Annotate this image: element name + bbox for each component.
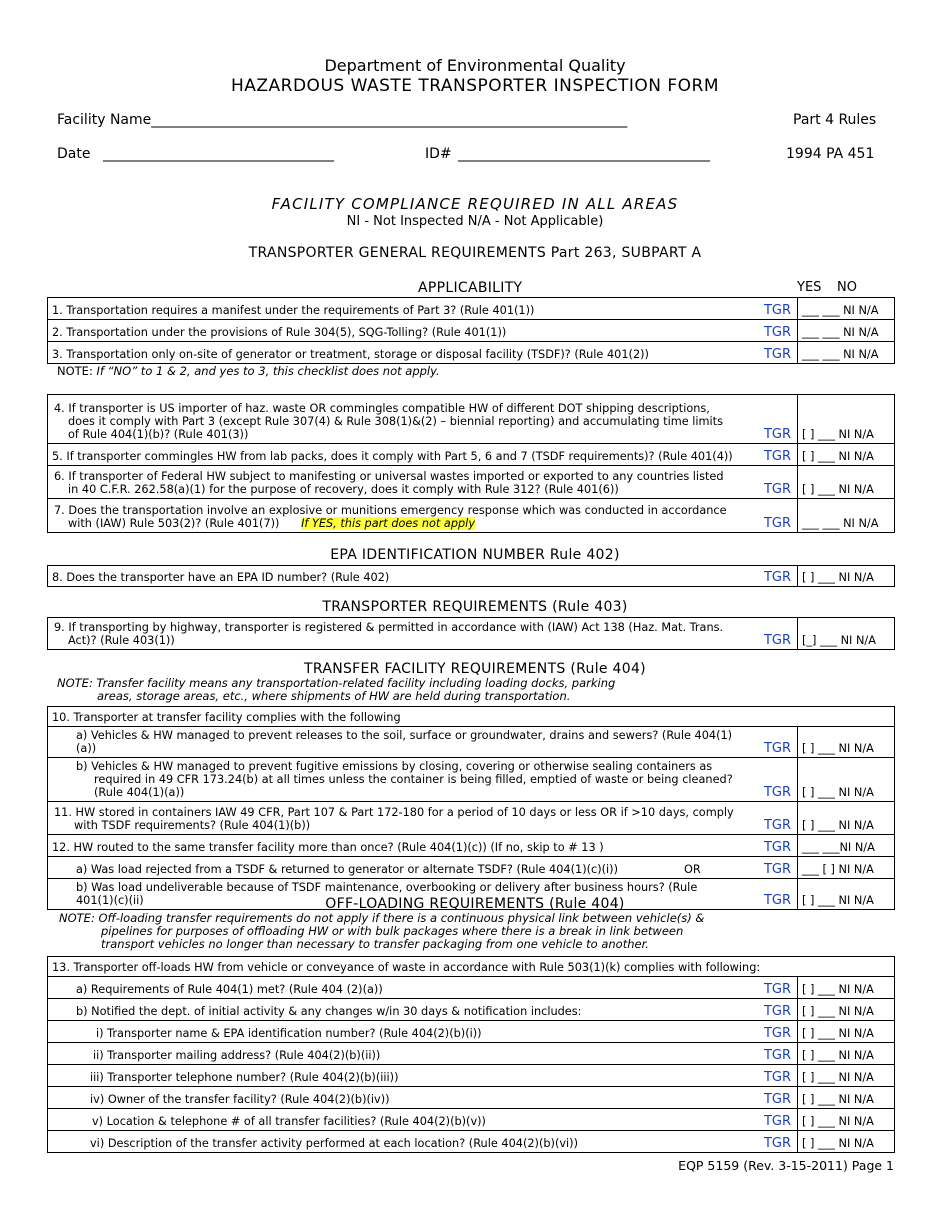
table-row [48, 499, 895, 533]
id-label: ID# [425, 146, 452, 162]
answer-field[interactable]: [ ] ___ NI N/A [798, 1087, 895, 1109]
tgr-label: TGR [741, 1109, 798, 1131]
yes-header: YES [797, 280, 822, 295]
tgr-label: TGR [741, 342, 798, 364]
facility-name-row [57, 112, 627, 128]
facility-name-label: Facility Name [57, 112, 152, 128]
date-label: Date [57, 146, 91, 162]
question-text: vi) Description of the transfer activity performed at each location? (Rule 404(2)(b)(vi)) [48, 1131, 742, 1153]
answer-field[interactable]: [ ] ___ NI N/A [798, 879, 895, 910]
question-text: iii) Transporter telephone number? (Rule 404(2)(b)(iii)) [48, 1065, 742, 1087]
question-text: 9. If transporting by highway, transporter is registered & permitted in accordance with (IAW) Act 138 (Haz. Mat. Trans. Act)? (Rule 403(1)) [48, 618, 742, 650]
table-row [48, 395, 895, 444]
table-row [48, 1021, 895, 1043]
tgr-label: TGR [741, 566, 798, 587]
tgr-label: TGR [741, 1065, 798, 1087]
note-text: If “NO” to 1 & 2, and yes to 3, this checklist does not apply. [96, 364, 440, 378]
tgr-label: TGR [741, 879, 798, 910]
table-row [48, 1109, 895, 1131]
answer-field[interactable]: [ ] ___ NI N/A [798, 1131, 895, 1153]
question-text: 5. If transporter commingles HW from lab packs, does it comply with Part 5, 6 and 7 (TSDF requirements)? (Rule 401(4)) [48, 444, 742, 466]
question-text: 10. Transporter at transfer facility complies with the following [48, 707, 895, 727]
tgr-label: TGR [741, 802, 798, 835]
compliance-legend: NI - Not Inspected N/A - Not Applicable) [346, 214, 604, 229]
table-row [48, 1087, 895, 1109]
highlight-note: If YES, this part does not apply [301, 517, 476, 530]
question-text: a) Vehicles & HW managed to prevent releases to the soil, surface or groundwater, drains and sewers? (Rule 404(1)(a)) [48, 727, 742, 758]
question-text [48, 857, 742, 879]
answer-field[interactable]: [ ] ___ NI N/A [798, 466, 895, 499]
question-text: 8. Does the transporter have an EPA ID number? (Rule 402) [48, 566, 742, 587]
answer-field[interactable]: ___ ___ NI N/A [798, 342, 895, 364]
tgr-label: TGR [741, 835, 798, 857]
question-text: iv) Owner of the transfer facility? (Rule 404(2)(b)(iv)) [48, 1087, 742, 1109]
tgr-label: TGR [741, 1087, 798, 1109]
tgr-label: TGR [741, 999, 798, 1021]
question-text: 4. If transporter is US importer of haz. waste OR commingles compatible HW of different DOT shipping descriptions, does it comply with Part 3 (except Rule 307(4) & Rule 308(1)&(2) – biennial reporting) and accumulating time limits of Rule 404(1)(b)? (Rule 401(3)) [48, 395, 742, 444]
transporter-requirements-table [47, 617, 895, 650]
answer-field[interactable]: [ ] ___ NI N/A [798, 727, 895, 758]
answer-field[interactable]: [ ] ___ NI N/A [798, 999, 895, 1021]
epa-table [47, 565, 895, 587]
transfer-table [47, 706, 895, 910]
general-requirements-title: TRANSPORTER GENERAL REQUIREMENTS Part 263, SUBPART A [248, 245, 702, 261]
table-row [48, 857, 895, 879]
tgr-label: TGR [741, 499, 798, 533]
table-row [48, 618, 895, 650]
no-header: NO [837, 280, 857, 295]
off-loading-table [47, 956, 895, 1153]
answer-field[interactable]: [ ] ___ NI N/A [798, 1065, 895, 1087]
table-row [48, 342, 895, 364]
tgr-label: TGR [741, 395, 798, 444]
facility-name-field[interactable]: ____________________________________________________________________ [151, 112, 628, 128]
table-row [48, 758, 895, 802]
answer-field[interactable]: [ ] ___ NI N/A [798, 1043, 895, 1065]
table-row [48, 466, 895, 499]
question-text-main: a) Was load rejected from a TSDF & returned to generator or alternate TSDF? (Rule 404(1)(c)(i)) [76, 863, 618, 876]
question-text: 13. Transporter off-loads HW from vehicle or conveyance of waste in accordance with Rule 503(1)(k) complies with following: [48, 957, 895, 977]
answer-field[interactable]: ___ ___ NI N/A [798, 320, 895, 342]
tgr-label: TGR [741, 1131, 798, 1153]
answer-field[interactable]: [ ] ___ NI N/A [798, 395, 895, 444]
question-text: i) Transporter name & EPA identification number? (Rule 404(2)(b)(i)) [48, 1021, 742, 1043]
table-row [48, 977, 895, 999]
importer-table [47, 394, 895, 533]
transporter-requirements-title: TRANSPORTER REQUIREMENTS (Rule 403) [322, 599, 628, 615]
answer-field[interactable]: [ ] ___ NI N/A [798, 566, 895, 587]
transfer-facility-title: TRANSFER FACILITY REQUIREMENTS (Rule 404) [304, 661, 646, 677]
question-text: ii) Transporter mailing address? (Rule 404(2)(b)(ii)) [48, 1043, 742, 1065]
question-text: 12. HW routed to the same transfer facility more than once? (Rule 404(1)(c)) (If no, skip to # 13 ) [48, 835, 742, 857]
answer-field[interactable]: [ ] ___ NI N/A [798, 977, 895, 999]
question-text: b) Vehicles & HW managed to prevent fugitive emissions by closing, covering or otherwise sealing containers as required in 49 CFR 173.24(b) at all times unless the container is being filled, emptied of waste or being cleaned? (Rule 404(1)(a)) [48, 758, 742, 802]
transfer-note: NOTE: Transfer facility means any transportation-related facility including loading docks, parking areas, storage areas, etc., where shipments of HW are held during transportation. [57, 676, 616, 703]
question-text: b) Was load undeliverable because of TSDF maintenance, overbooking or delivery after business hours? (Rule 401(1)(c)(ii) [48, 879, 742, 910]
table-row [48, 566, 895, 587]
tgr-label: TGR [741, 444, 798, 466]
applicability-title: APPLICABILITY [418, 280, 523, 296]
date-field[interactable]: _________________________________ [103, 146, 334, 162]
table-row [48, 298, 895, 320]
question-text: a) Requirements of Rule 404(1) met? (Rule 404 (2)(a)) [48, 977, 742, 999]
applicability-table [47, 297, 895, 364]
question-text: 3. Transportation only on-site of generator or treatment, storage or disposal facility (TSDF)? (Rule 401(2)) [48, 342, 742, 364]
part4-rules: Part 4 Rules [793, 112, 877, 128]
question-text: 11. HW stored in containers IAW 49 CFR, Part 107 & Part 172-180 for a period of 10 days or less OR if >10 days, comply with TSDF requirements? (Rule 404(1)(b)) [48, 802, 742, 835]
department-title: Department of Environmental Quality [324, 56, 626, 75]
question-text-main: 7. Does the transportation involve an explosive or munitions emergency response which was conducted in accordance with (IAW) Rule 503(2)? (Rule 401(7)) [54, 504, 727, 530]
pa-number: 1994 PA 451 [786, 146, 875, 162]
answer-field[interactable]: [ ] ___ NI N/A [798, 1109, 895, 1131]
answer-field[interactable]: ___ [ ] NI N/A [798, 857, 895, 879]
question-text: 2. Transportation under the provisions of Rule 304(5), SQG-Tolling? (Rule 401(1)) [48, 320, 742, 342]
or-label: OR [684, 863, 701, 876]
table-row [48, 320, 895, 342]
tgr-label: TGR [741, 320, 798, 342]
table-row [48, 1065, 895, 1087]
tgr-label: TGR [741, 298, 798, 320]
off-loading-title: OFF-LOADING REQUIREMENTS (Rule 404) [325, 896, 625, 912]
question-text: v) Location & telephone # of all transfer facilities? (Rule 404(2)(b)(v)) [48, 1109, 742, 1131]
answer-field[interactable]: ___ ___ NI N/A [798, 499, 895, 533]
compliance-title: FACILITY COMPLIANCE REQUIRED IN ALL AREAS [271, 195, 679, 213]
form-title: HAZARDOUS WASTE TRANSPORTER INSPECTION FORM [230, 76, 720, 96]
tgr-label: TGR [741, 857, 798, 879]
answer-field[interactable]: [ ] ___ NI N/A [798, 1021, 895, 1043]
answer-field[interactable]: ___ ___NI N/A [798, 835, 895, 857]
tgr-label: TGR [741, 466, 798, 499]
table-row [48, 999, 895, 1021]
table-row [48, 1043, 895, 1065]
answer-field[interactable]: [_] ___ NI N/A [798, 618, 895, 650]
footer: EQP 5159 (Rev. 3-15-2011) Page 1 [678, 1158, 894, 1173]
table-row [48, 957, 895, 977]
table-row [48, 444, 895, 466]
tgr-label: TGR [741, 618, 798, 650]
tgr-label: TGR [741, 1021, 798, 1043]
table-row [48, 802, 895, 835]
answer-field[interactable]: [ ] ___ NI N/A [798, 802, 895, 835]
question-text: b) Notified the dept. of initial activity & any changes w/in 30 days & notification includes: [48, 999, 742, 1021]
table-row [48, 835, 895, 857]
tgr-label: TGR [741, 727, 798, 758]
note-prefix: NOTE: [57, 364, 97, 378]
epa-title: EPA IDENTIFICATION NUMBER Rule 402) [330, 547, 620, 563]
question-text: 6. If transporter of Federal HW subject to manifesting or universal wastes imported or exported to any countries listed in 40 C.F.R. 262.58(a)(1) for the purpose of recovery, does it comply with Rule 312? (Rule 401(6)) [48, 466, 742, 499]
tgr-label: TGR [741, 1043, 798, 1065]
answer-field[interactable]: [ ] ___ NI N/A [798, 758, 895, 802]
table-row [48, 707, 895, 727]
answer-field[interactable]: ___ ___ NI N/A [798, 298, 895, 320]
question-text [48, 499, 742, 533]
applicability-note [57, 364, 440, 378]
question-text: 1. Transportation requires a manifest under the requirements of Part 3? (Rule 401(1)) [48, 298, 742, 320]
tgr-label: TGR [741, 758, 798, 802]
id-field[interactable]: ____________________________________ [458, 146, 710, 162]
table-row [48, 727, 895, 758]
off-loading-note: NOTE: Off-loading transfer requirements do not apply if there is a continuous physical link between vehicle(s) & pipelines for purposes of offloading HW or with bulk packages where there is a break in link between transport vehicles no longer than necessary to transfer packaging from one vehicle to another. [59, 911, 705, 951]
tgr-label: TGR [741, 977, 798, 999]
answer-field[interactable]: [ ] ___ NI N/A [798, 444, 895, 466]
table-row [48, 1131, 895, 1153]
